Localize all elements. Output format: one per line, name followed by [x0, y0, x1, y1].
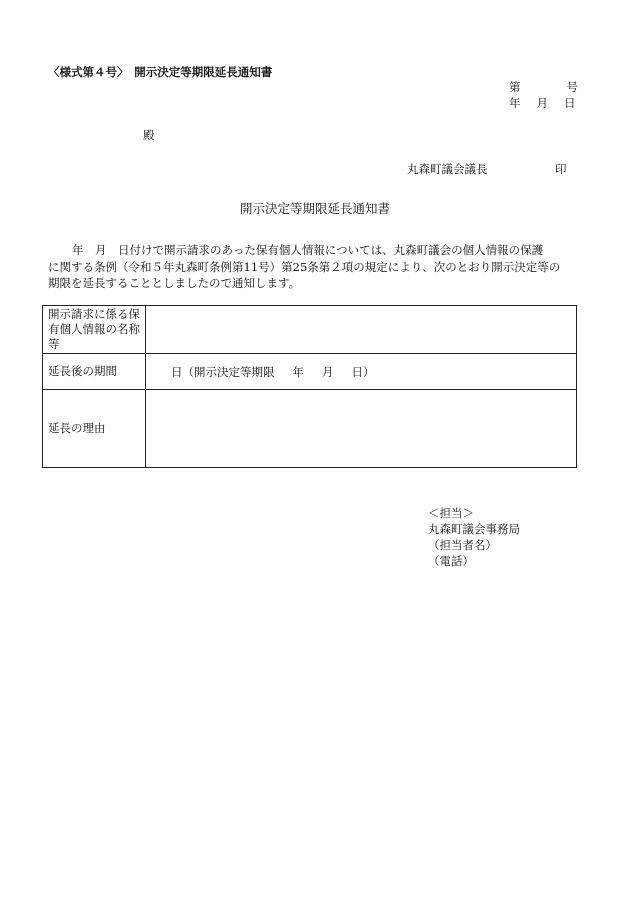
period-year: 年	[292, 364, 304, 379]
date-day: 日	[564, 96, 576, 110]
contact-phone: （電話）	[428, 554, 474, 568]
contact-heading: ＜担当＞	[428, 506, 474, 520]
date-month: 月	[536, 96, 548, 110]
number-prefix: 第	[509, 80, 521, 94]
addressee-suffix: 殿	[143, 128, 155, 142]
issue-date	[509, 98, 576, 110]
contact-block	[428, 505, 520, 569]
reason-value	[146, 390, 577, 468]
table-row	[43, 306, 577, 354]
row-label-extended-period: 延長後の期間	[43, 354, 146, 390]
document-title: 開示決定等期限延長通知書	[239, 201, 390, 216]
contact-office: 丸森町議会事務局	[428, 522, 520, 536]
info-name-value	[146, 306, 577, 354]
period-days: 日（開示決定等期限	[171, 364, 275, 379]
extended-period-value	[146, 354, 577, 390]
number-suffix: 号	[566, 80, 578, 94]
table-row	[43, 354, 577, 390]
body-text	[48, 242, 560, 292]
body-line-2: に関する条例（令和５年丸森町条例第11号）第25条第２項の規定により、次のとおり開示決定等の	[48, 259, 561, 274]
document-number	[509, 82, 578, 94]
row-label-info-name: 開示請求に係る保有個人情報の名称等	[43, 306, 146, 354]
table-row	[43, 390, 577, 468]
form-label: 〈様式第４号〉 開示決定等期限延長通知書	[48, 65, 273, 79]
detail-table	[42, 305, 577, 468]
period-day: 日）	[351, 364, 375, 379]
contact-person: （担当者名）	[428, 538, 497, 552]
seal-mark: 印	[555, 162, 567, 176]
date-year: 年	[509, 96, 521, 110]
body-line-1: 年 月 日付けで開示請求のあった保有個人情報については、丸森町議会の個人情報の保護	[72, 243, 544, 257]
period-month: 月	[322, 364, 334, 379]
body-line-3: 期限を延長することとしましたので通知します。	[48, 276, 301, 290]
sender-name: 丸森町議会議長	[407, 162, 488, 176]
row-label-reason: 延長の理由	[43, 390, 146, 468]
